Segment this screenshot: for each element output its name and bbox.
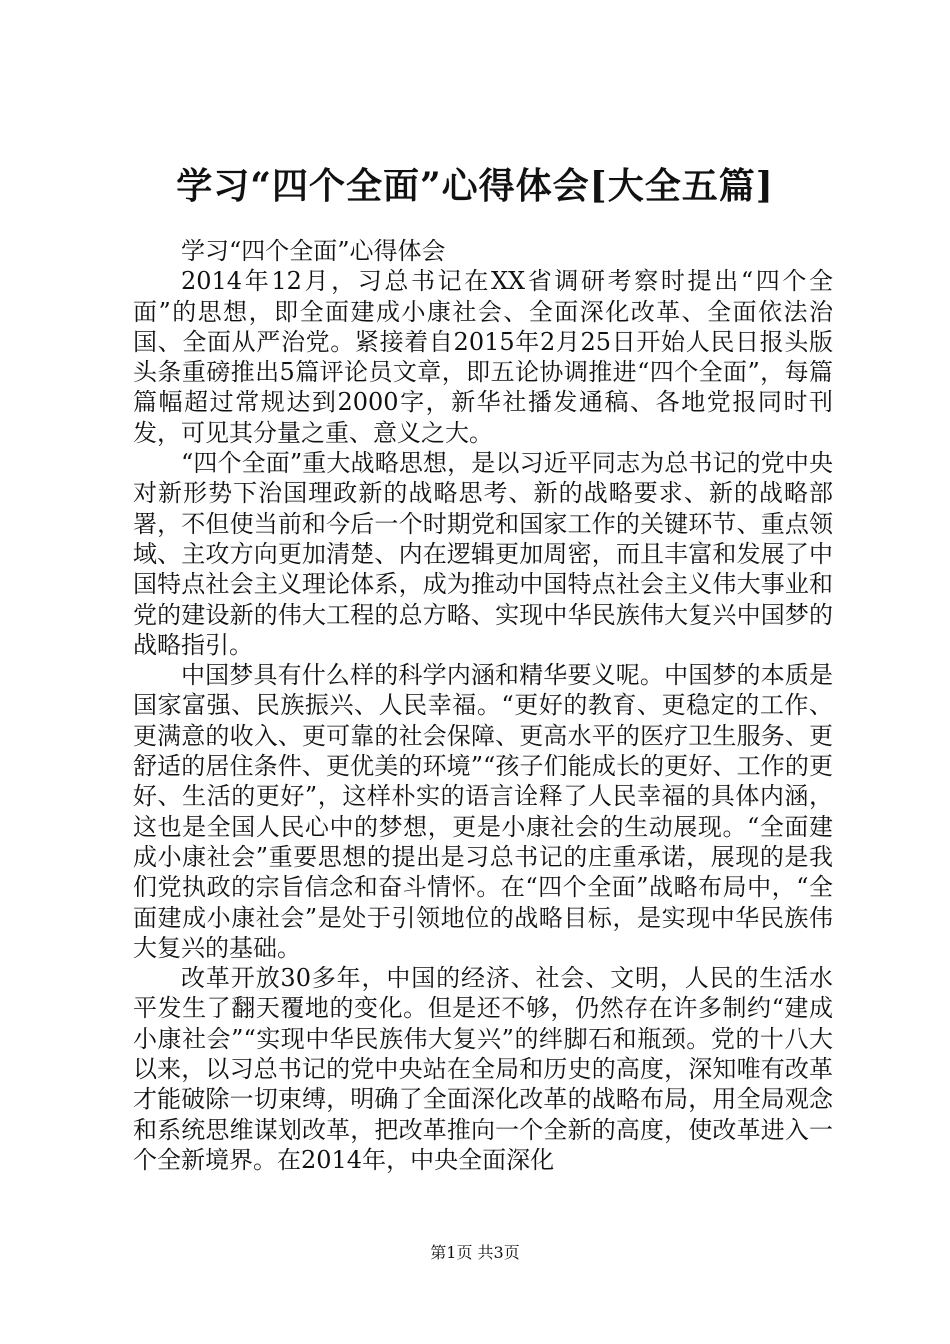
body-paragraph: 2014年12月，习总书记在XX省调研考察时提出“四个全面”的思想，即全面建成小康社会、全面深化改革、全面依法治国、全面从严治党。紧接着自2015年2月25日开始人民日报头版头条重磅推出5篇评论员文章，即五论协调推进“四个全面”，每篇篇幅超过常规达到2000字，新华社播发通稿、各地党报同时刊发，可见其分量之重、意义之大。 (133, 267, 833, 447)
subtitle-paragraph: 学习“四个全面”心得体会 (181, 237, 446, 265)
body-paragraph: “四个全面”重大战略思想，是以习近平同志为总书记的党中央对新形势下治国理政新的战略思考、新的战略要求、新的战略部署，不但使当前和今后一个时期党和国家工作的关键环节、重点领域、主攻方向更加清楚、内在逻辑更加周密，而且丰富和发展了中国特点社会主义理论体系，成为推动中国特点社会主义伟大事业和党的建设新的伟大工程的总方略、实现中华民族伟大复兴中国梦的战略指引。 (133, 449, 833, 659)
document-title: 学习“四个全面”心得体会[大全五篇] (176, 165, 774, 207)
body-paragraph: 中国梦具有什么样的科学内涵和精华要义呢。中国梦的本质是国家富强、民族振兴、人民幸福。“更好的教育、更稳定的工作、更满意的收入、更可靠的社会保障、更高水平的医疗卫生服务、更舒适的居住条件、更优美的环境”“孩子们能成长的更好、工作的更好、生活的更好”，这样朴实的语言诠释了人民幸福的具体内涵，这也是全国人民心中的梦想，更是小康社会的生动展现。“全面建成小康社会”重要思想的提出是习总书记的庄重承诺，展现的是我们党执政的宗旨信念和奋斗情怀。在“四个全面”战略布局中，“全面建成小康社会”是处于引领地位的战略目标，是实现中华民族伟大复兴的基础。 (133, 661, 833, 962)
page-footer: 第1页 共3页 (430, 1243, 520, 1262)
body-paragraph: 改革开放30多年，中国的经济、社会、文明，人民的生活水平发生了翻天覆地的变化。但是还不够，仍然存在许多制约“建成小康社会”“实现中华民族伟大复兴”的绊脚石和瓶颈。党的十八大以来，以习总书记的党中央站在全局和历史的高度，深知唯有改革才能破除一切束缚，明确了全面深化改革的战略布局，用全局观念和系统思维谋划改革，把改革推向一个全新的高度，使改革进入一个全新境界。在2014年，中央全面深化 (133, 964, 833, 1174)
document-body (133, 236, 833, 1175)
